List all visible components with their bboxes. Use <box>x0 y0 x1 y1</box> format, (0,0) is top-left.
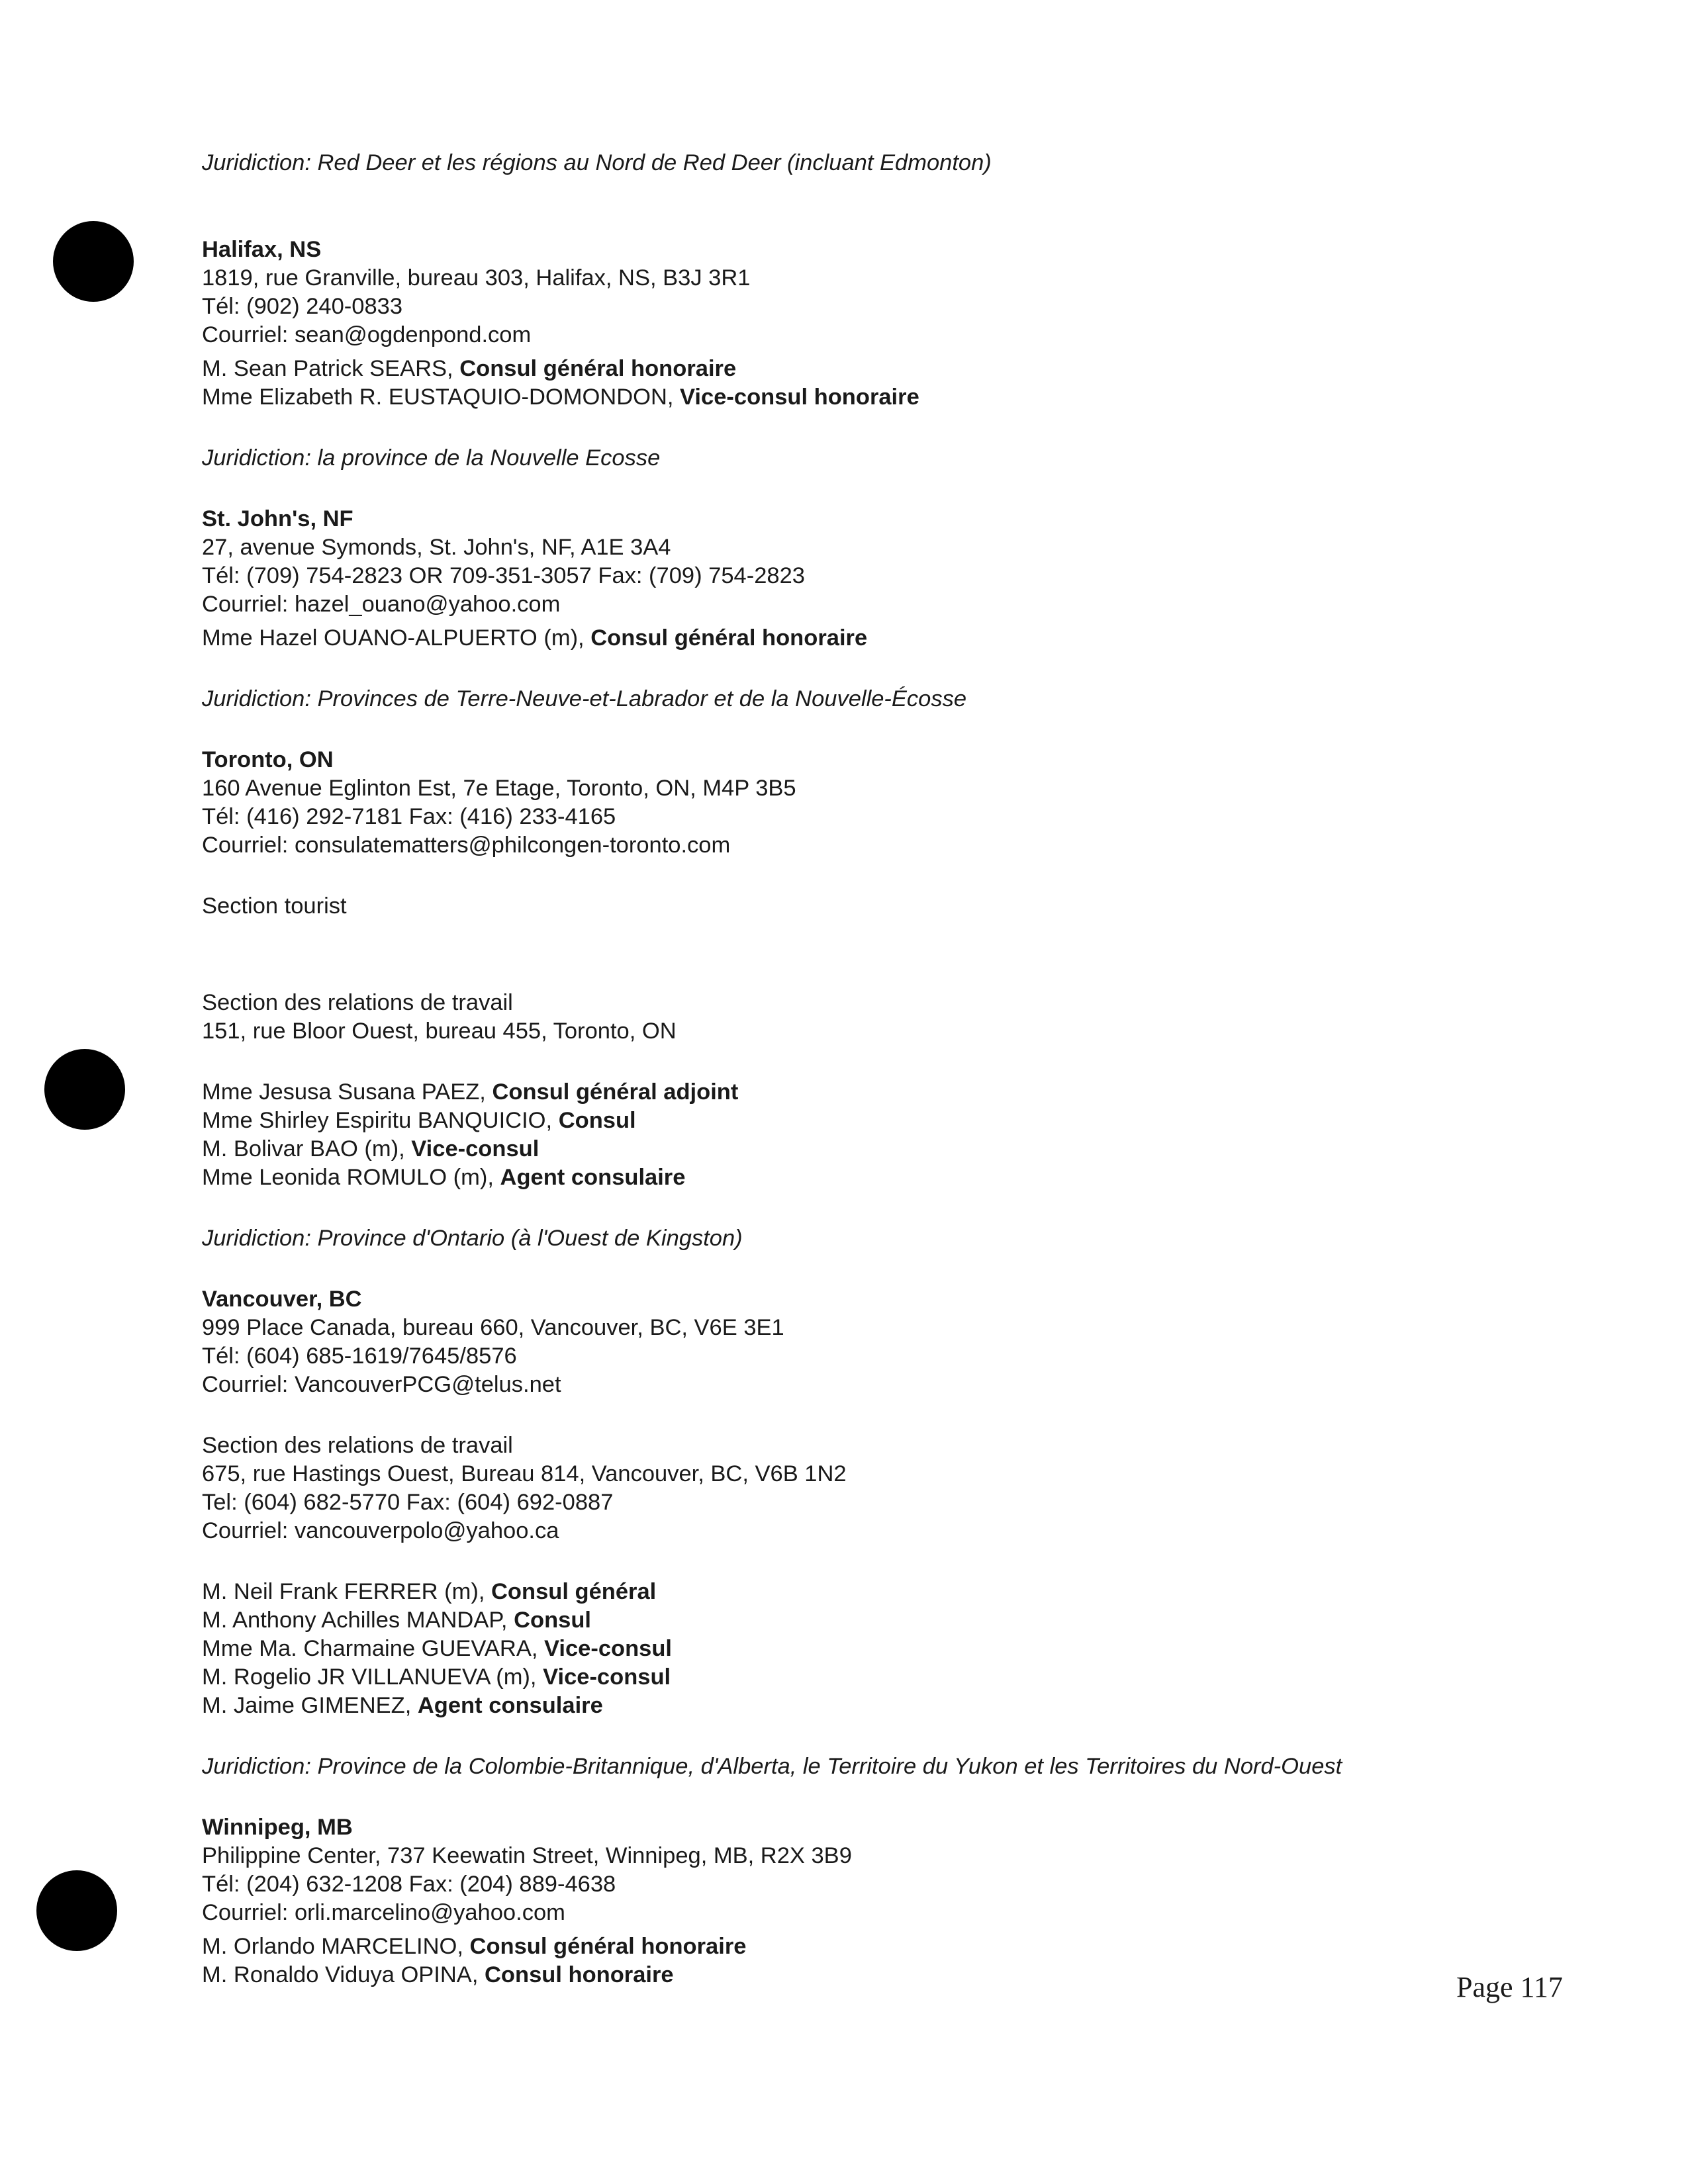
official-name: M. Anthony Achilles MANDAP, <box>202 1608 514 1633</box>
address: 160 Avenue Eglinton Est, 7e Etage, Toronto, ON, M4P 3B5 <box>202 776 796 801</box>
official-row <box>202 1933 1526 1961</box>
official-title: Vice-consul <box>411 1136 539 1161</box>
consulate-halifax <box>202 236 1526 473</box>
address: 1819, rue Granville, bureau 303, Halifax, NS, B3J 3R1 <box>202 265 751 291</box>
jurisdiction: Juridiction: la province de la Nouvelle Ecosse <box>202 445 661 471</box>
consulate-list <box>202 149 1526 1989</box>
address: Philippine Center, 737 Keewatin Street, Winnipeg, MB, R2X 3B9 <box>202 1843 852 1868</box>
official-name: Mme Elizabeth R. EUSTAQUIO-DOMONDON, <box>202 385 680 410</box>
jurisdiction: Juridiction: Province de la Colombie-Britannique, d'Alberta, le Territoire du Yukon et les Territoires du Nord-Ouest <box>202 1754 1342 1779</box>
official-title: Agent consulaire <box>417 1693 603 1718</box>
official-title: Consul général honoraire <box>590 625 868 651</box>
jurisdiction-red-deer: Juridiction: Red Deer et les régions au Nord de Red Deer (incluant Edmonton) <box>202 150 992 175</box>
punch-hole-middle <box>44 1049 125 1130</box>
labor-section-email: Courriel: vancouverpolo@yahoo.ca <box>202 1518 559 1543</box>
labor-section-address: 151, rue Bloor Ouest, bureau 455, Toronto, ON <box>202 1019 677 1044</box>
consulate-vancouver <box>202 1285 1526 1781</box>
official-name: Mme Ma. Charmaine GUEVARA, <box>202 1636 544 1661</box>
official-name: M. Rogelio JR VILLANUEVA (m), <box>202 1664 543 1690</box>
city-heading: Winnipeg, MB <box>202 1815 353 1840</box>
official-row <box>202 1635 1526 1663</box>
telephone: Tél: (604) 685-1619/7645/8576 <box>202 1343 517 1369</box>
official-title: Vice-consul <box>543 1664 671 1690</box>
email: Courriel: consulatematters@philcongen-toronto.com <box>202 833 731 858</box>
labor-section-address: 675, rue Hastings Ouest, Bureau 814, Vancouver, BC, V6B 1N2 <box>202 1461 847 1486</box>
official-row <box>202 1135 1526 1163</box>
official-title: Consul général <box>491 1579 657 1604</box>
consulate-winnipeg <box>202 1813 1526 1989</box>
official-title: Vice-consul <box>544 1636 673 1661</box>
telephone: Tél: (902) 240-0833 <box>202 294 403 319</box>
official-name: M. Ronaldo Viduya OPINA, <box>202 1962 485 1987</box>
official-name: Mme Leonida ROMULO (m), <box>202 1165 500 1190</box>
official-row <box>202 1107 1526 1135</box>
official-title: Consul général honoraire <box>469 1934 747 1959</box>
telephone: Tél: (709) 754-2823 OR 709-351-3057 Fax: (709) 754-2823 <box>202 563 805 588</box>
punch-hole-top <box>53 221 134 302</box>
official-row <box>202 1663 1526 1692</box>
telephone: Tél: (416) 292-7181 Fax: (416) 233-4165 <box>202 804 616 829</box>
official-row <box>202 383 1526 412</box>
labor-section-title: Section des relations de travail <box>202 990 513 1015</box>
official-title: Agent consulaire <box>500 1165 686 1190</box>
official-row <box>202 1578 1526 1606</box>
address: 27, avenue Symonds, St. John's, NF, A1E 3A4 <box>202 535 671 560</box>
email: Courriel: VancouverPCG@telus.net <box>202 1372 561 1397</box>
official-name: Mme Hazel OUANO-ALPUERTO (m), <box>202 625 591 651</box>
official-row <box>202 1163 1526 1192</box>
official-name: M. Neil Frank FERRER (m), <box>202 1579 492 1604</box>
official-row <box>202 1606 1526 1635</box>
section-tourist: Section tourist <box>202 893 347 919</box>
labor-section-telephone: Tel: (604) 682-5770 Fax: (604) 692-0887 <box>202 1490 614 1515</box>
email: Courriel: sean@ogdenpond.com <box>202 322 532 347</box>
official-title: Consul honoraire <box>485 1962 674 1987</box>
city-heading: Vancouver, BC <box>202 1287 362 1312</box>
email: Courriel: orli.marcelino@yahoo.com <box>202 1900 565 1925</box>
official-row <box>202 1692 1526 1720</box>
official-row <box>202 1078 1526 1107</box>
consulate-st-johns <box>202 505 1526 713</box>
official-title: Consul général honoraire <box>459 356 737 381</box>
jurisdiction: Juridiction: Provinces de Terre-Neuve-et-Labrador et de la Nouvelle-Écosse <box>202 686 967 711</box>
official-row <box>202 1961 1526 1989</box>
official-name: M. Jaime GIMENEZ, <box>202 1693 418 1718</box>
city-heading: St. John's, NF <box>202 506 353 531</box>
consulate-toronto <box>202 746 1526 1253</box>
official-row <box>202 355 1526 383</box>
email: Courriel: hazel_ouano@yahoo.com <box>202 592 561 617</box>
official-title: Vice-consul honoraire <box>680 385 919 410</box>
official-name: M. Sean Patrick SEARS, <box>202 356 460 381</box>
official-name: M. Orlando MARCELINO, <box>202 1934 470 1959</box>
page-number: Page 117 <box>1456 1971 1563 2003</box>
telephone: Tél: (204) 632-1208 Fax: (204) 889-4638 <box>202 1872 616 1897</box>
address: 999 Place Canada, bureau 660, Vancouver, BC, V6E 3E1 <box>202 1315 784 1340</box>
labor-section-title: Section des relations de travail <box>202 1433 513 1458</box>
city-heading: Toronto, ON <box>202 747 334 772</box>
official-title: Consul <box>514 1608 591 1633</box>
official-title: Consul général adjoint <box>492 1079 739 1105</box>
punch-hole-bottom <box>36 1870 117 1951</box>
official-row <box>202 624 1526 653</box>
official-name: Mme Shirley Espiritu BANQUICIO, <box>202 1108 559 1133</box>
official-name: Mme Jesusa Susana PAEZ, <box>202 1079 492 1105</box>
jurisdiction: Juridiction: Province d'Ontario (à l'Ouest de Kingston) <box>202 1226 743 1251</box>
official-title: Consul <box>558 1108 636 1133</box>
city-heading: Halifax, NS <box>202 237 322 262</box>
official-name: M. Bolivar BAO (m), <box>202 1136 412 1161</box>
